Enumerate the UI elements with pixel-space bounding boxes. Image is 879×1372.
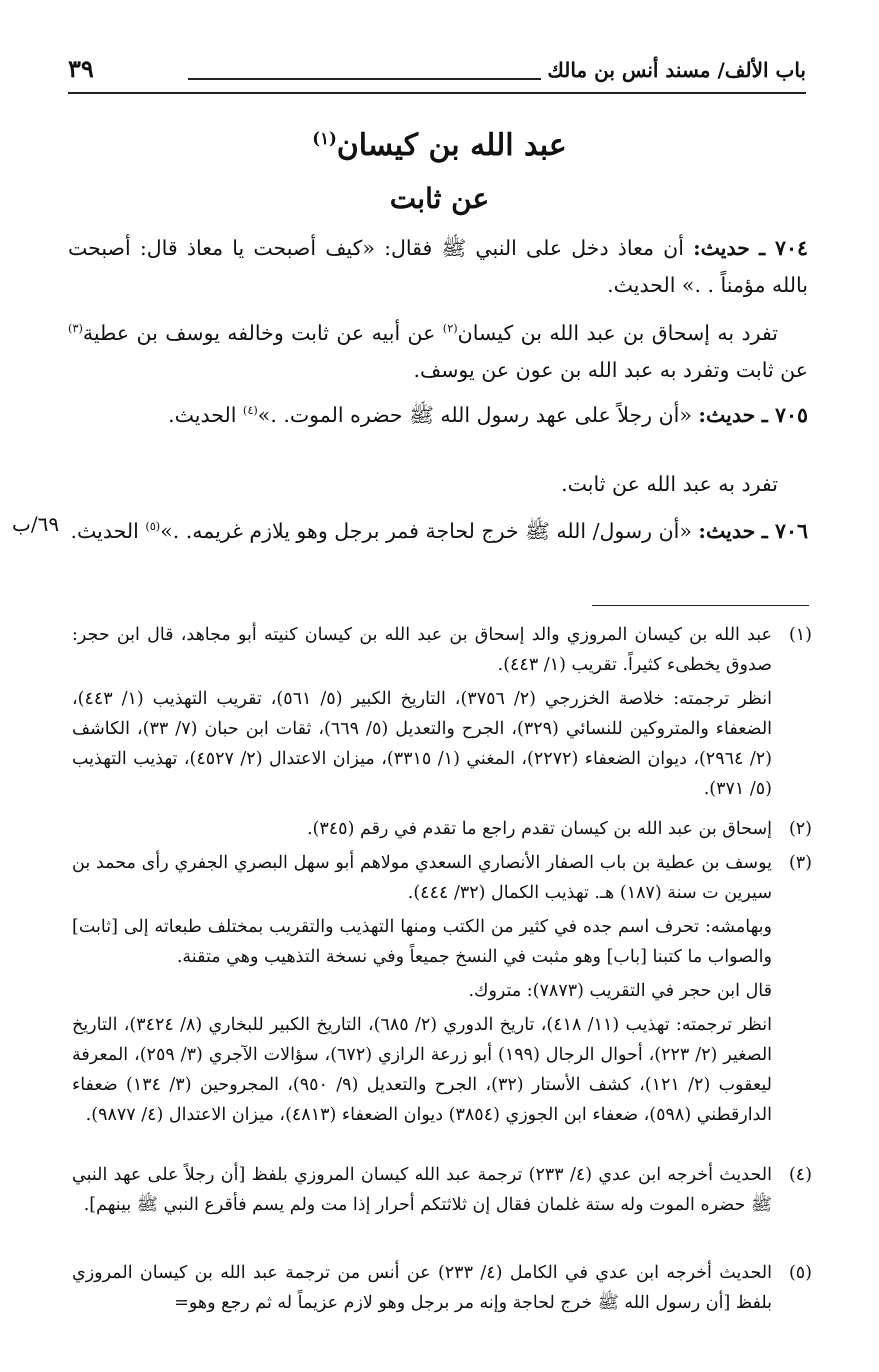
footnote-2 bbox=[72, 814, 812, 844]
page-number: ٣٩ bbox=[68, 54, 94, 83]
footnote-separator bbox=[592, 605, 809, 606]
footnote-ref: (٤) bbox=[242, 404, 258, 417]
note-text: تفرد به إسحاق بن عبد الله بن كيسان bbox=[457, 320, 779, 345]
section-subtitle: عن ثابت bbox=[389, 182, 490, 215]
footnote-paragraph: الحديث أخرجه ابن عدي (٤/ ٢٣٣) ترجمة عبد الله كيسان المروزي بلفظ [أن رجلاً على عهد النبي ﷺ حضره الموت وله ستة غلمان فقال إن ثلاثتكم أحرار إذا مت ولم يسم فأقرع النبي ﷺ بينهم]. bbox=[72, 1165, 772, 1215]
footnote-paragraph: انظر ترجمته: تهذيب (١١/ ٤١٨)، تاريخ الدوري (٢/ ٦٨٥)، التاريخ الكبير للبخاري (٨/ ٣٤٢٤)، التاريخ الصغير (٢/ ٢٢٣)، أحوال الرجال (١٩٩) أبو زرعة الرازي (٦٧٢)، سؤالات الآجري (٣/ ٢٥٩)، المعرفة ليعقوب (٢/ ١٢١)، كشف الأستار (٣٢)، الجرح والتعديل (٩/ ٩٥٠)، المجروحين (٣/ ١٣٤) ضعفاء الدارقطني (٥٩٨)، ضعفاء ابن الجوزي (٣٨٥٤) ديوان الضعفاء (٤٨١٣)، ميزان الاعتدال (٤/ ٩٨٧٧). bbox=[72, 1015, 773, 1125]
footnote-ref: (١) bbox=[312, 129, 337, 148]
hadith-text: الحديث. bbox=[70, 518, 146, 543]
footnote-ref: (٣) bbox=[68, 322, 83, 335]
footnote-paragraph: انظر ترجمته: خلاصة الخزرجي (٢/ ٣٧٥٦)، التاريخ الكبير (٥/ ٥٦١)، تقريب التهذيب (١/ ٤٤٣)، الضعفاء والمتروكين للنسائي (٣٢٩)، الجرح والتعديل (٥/ ٦٦٩)، ثقات ابن حبان (٧/ ٣٣)، الكاشف (٢/ ٢٩٦٤)، ديوان الضعفاء (٢٢٧٢)، المغني (١/ ٣٣١٥)، ميزان الاعتدال (٢/ ٤٥٢٧)، تهذيب التهذيب (٥/ ٣٧١). bbox=[72, 689, 773, 799]
hadith-keyword: حديث: bbox=[698, 402, 756, 427]
footnote-label: (٤) bbox=[788, 1165, 812, 1185]
footnote-4 bbox=[72, 1160, 812, 1220]
hadith-number: ٧٠٤ ـ bbox=[759, 236, 808, 260]
footnote-label: (٥) bbox=[788, 1263, 812, 1283]
footnote-ref: (٥) bbox=[145, 520, 161, 533]
hadith-number: ٧٠٦ ـ bbox=[761, 518, 808, 543]
section-title-text: عبد الله بن كيسان bbox=[336, 128, 567, 163]
footnote-paragraph: وبهامشه: تحرف اسم جده في كثير من الكتب ومنها التهذيب والتقريب بمختلف طبعاته إلى [ثابت] والصواب ما كتبنا [باب] وهو مثبت في النسخ جميعاً وفي نسخة التذهيب وهي متقنة. bbox=[72, 917, 772, 967]
hadith-keyword: حديث: bbox=[698, 518, 756, 543]
running-title: باب الألف/ مسند أنس بن مالك bbox=[547, 58, 806, 82]
footnote-3 bbox=[72, 848, 812, 1130]
footnote-label: (١) bbox=[788, 625, 812, 645]
footnote-1 bbox=[72, 620, 812, 804]
hadith-text: أن معاذ دخل على النبي ﷺ فقال: «كيف أصبحت يا معاذ قال: أصبحت بالله مؤمناً . .» الحديث. bbox=[68, 236, 808, 297]
hadith-entry-706 bbox=[68, 508, 808, 550]
footnote-paragraph: قال ابن حجر في التقريب (٧٨٧٣): متروك. bbox=[468, 981, 772, 1001]
footnote-paragraph: إسحاق بن عبد الله بن كيسان تقدم راجع ما تقدم في رقم (٣٤٥). bbox=[306, 819, 772, 839]
hadith-entry-704 bbox=[68, 230, 808, 304]
header-rule bbox=[68, 92, 806, 94]
footnote-paragraph: الحديث أخرجه ابن عدي في الكامل (٤/ ٢٣٣) عن أنس من ترجمة عبد الله بن كيسان المروزي بلفظ [أن رسول الله ﷺ خرج لحاجة وإنه مر برجل وهو لازم عزيماً له ثم رجع وهو= bbox=[72, 1263, 772, 1313]
hadith-text: «أن رجلاً على عهد رسول الله ﷺ حضره الموت. .» bbox=[257, 402, 699, 427]
hadith-text: «أن رسول/ الله ﷺ خرج لحاجة فمر برجل وهو يلازم غريمه. .» bbox=[160, 518, 699, 543]
footnote-ref: (٢) bbox=[442, 322, 458, 335]
page-header bbox=[68, 48, 806, 94]
footnote-paragraph: يوسف بن عطية بن باب الصفار الأنصاري السعدي مولاهم أبو سهل البصري الجفري رأى محمد بن سيرين ت سنة (١٨٧) هـ. تهذيب الكمال (٣٢/ ٤٤٤). bbox=[72, 853, 772, 903]
section-title bbox=[0, 128, 879, 163]
manuscript-folio-marker: ٦٩/ب bbox=[12, 512, 60, 536]
footnote-paragraph: عبد الله بن كيسان المروزي والد إسحاق بن عبد الله بن كيسان كنيته أبو مجاهد، قال ابن حجر: صدوق يخطىء كثيراً. تقريب (١/ ٤٤٣). bbox=[72, 625, 772, 675]
hadith-number: ٧٠٥ ـ bbox=[761, 402, 808, 427]
note-text: عن ثابت وتفرد به عبد الله بن عون عن يوسف. bbox=[413, 357, 808, 382]
hadith-keyword: حديث: bbox=[693, 236, 750, 260]
header-leader-line bbox=[188, 78, 541, 80]
hadith-text: الحديث. bbox=[168, 402, 243, 427]
hadith-entry-705 bbox=[68, 392, 808, 434]
hadith-note-705: تفرد به عبد الله عن ثابت. bbox=[561, 472, 778, 496]
footnote-5 bbox=[72, 1258, 812, 1318]
hadith-note-704 bbox=[68, 310, 808, 389]
footnote-label: (٣) bbox=[788, 853, 812, 873]
footnote-label: (٢) bbox=[788, 819, 812, 839]
note-text: عن أبيه عن ثابت وخالفه يوسف بن عطية bbox=[82, 320, 443, 345]
